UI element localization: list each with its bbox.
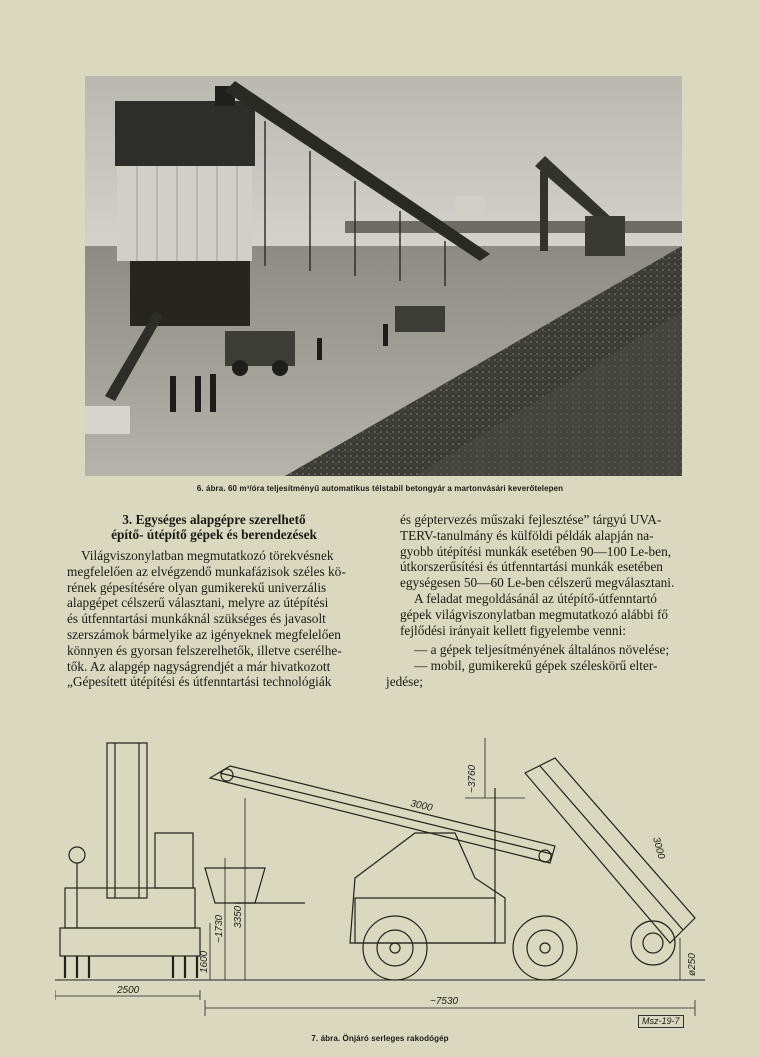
text-line: gyobb útépítési munkák esetében 90—100 Le-ben, [400, 543, 672, 559]
text-line: tők. Az alapgép nagyságrendjét a már hivatkozott [67, 658, 331, 674]
left-paragraph [67, 548, 361, 690]
text-line: szerszámok bármelyike az igényeknek megfelelően [67, 626, 341, 642]
dim-1730: ~1730 [214, 914, 225, 943]
front-view [55, 743, 200, 1000]
left-column [67, 512, 361, 690]
text-line: és géptervezés műszaki fejlesztése” tárgyú UVA- [400, 512, 662, 527]
section-heading [67, 512, 361, 542]
concrete-plant-photo [85, 76, 682, 476]
list-item-text: — mobil, gumikerekű gépek széleskörű elter- [414, 658, 658, 674]
text-line: TERV-tanulmány és külföldi példák alapján na- [400, 527, 654, 543]
text-line: „Gépesített útépítési és útfenntartási technológiák [67, 674, 332, 690]
text-line: megfelelően az elvégzendő munkafázisok széles kö- [67, 563, 346, 579]
text-line: rének gépesítésére olyan gumikerekű univerzális [67, 579, 327, 595]
right-column [386, 512, 754, 690]
text-line: gépek világviszonylatban megmutatkozó alábbi fő [400, 606, 669, 622]
dim-3000-elevator: 3000 [650, 835, 667, 861]
dim-3760: ~3760 [467, 764, 478, 793]
bucket-loader-drawing [55, 738, 715, 1030]
dim-3350: 3350 [233, 905, 244, 928]
text-line: egységesen 50—60 Le-ben célszerű megválasztani. [400, 575, 675, 591]
text-line: Világviszonylatban megmutatkozó törekvésnek [81, 548, 334, 563]
side-view [205, 738, 695, 980]
dim-1600: 1600 [199, 950, 210, 973]
dim-3000-boom: 3000 [409, 798, 434, 814]
heading-line-2: építő- útépítő gépek és berendezések [111, 527, 317, 542]
dim-250: ø250 [687, 953, 698, 976]
text-line: fejlődési irányait kellett figyelembe venni: [400, 622, 626, 638]
heading-line-1: 3. Egységes alapgépre szerelhető [122, 512, 306, 527]
dim-2500: 2500 [117, 985, 140, 996]
text-line: és útfenntartási munkáknál szükséges és javasolt [67, 611, 326, 627]
text-line: útkorszerűsítési és útfenntartási munkák esetében [400, 559, 663, 575]
text-line: könnyen és gyorsan felszerelhetők, illetve cserélhe- [67, 642, 342, 658]
list-item-text: jedése; [386, 673, 423, 689]
figure-7-caption: 7. ábra. Önjáró serleges rakodógép [311, 1034, 449, 1043]
list-item-text: — a gépek teljesítményének általános növelése; [414, 642, 670, 658]
list-item [400, 642, 754, 658]
figure-6-caption: 6. ábra. 60 m³/óra teljesítményű automatikus télstabil betongyár a martonvásári keverőtelepen [196, 484, 564, 493]
right-paragraph-2 [400, 591, 754, 638]
dim-7530: ~7530 [430, 996, 459, 1007]
drawing-reference-mark: Msz-19-7 [638, 1015, 684, 1028]
loader-technical-drawing [55, 738, 715, 1030]
text-line: alapgépet célszerű választani, melyre az útépítési [67, 595, 329, 611]
right-paragraph-1 [400, 512, 754, 591]
list-item [386, 658, 754, 690]
concrete-plant-illustration [85, 76, 682, 476]
text-line: A feladat megoldásánál az útépítő-útfenntartó [414, 590, 657, 606]
